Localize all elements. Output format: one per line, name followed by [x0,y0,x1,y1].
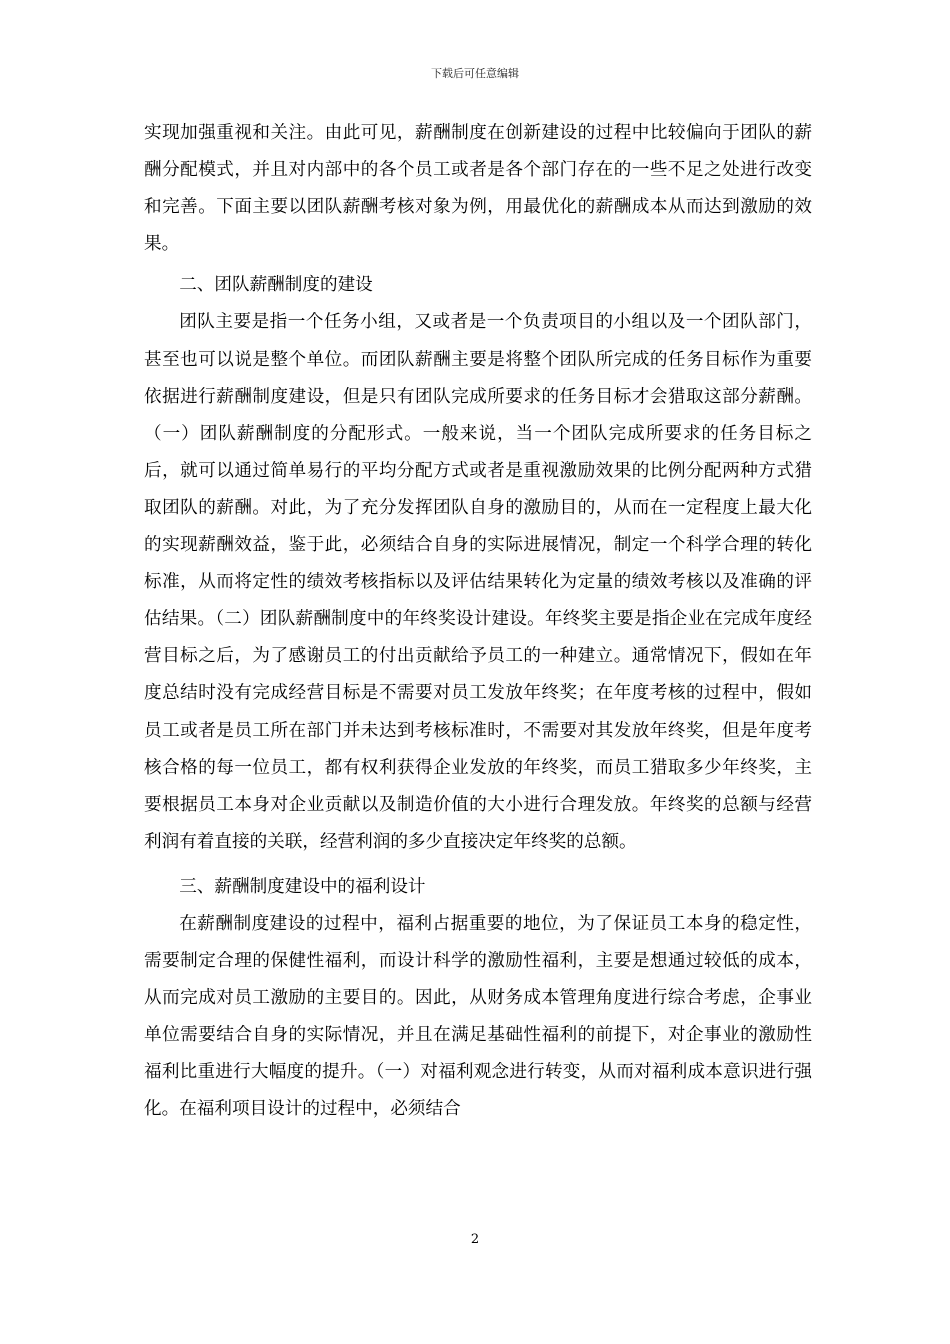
section-heading-2: 二、团队薪酬制度的建设 [179,275,373,296]
section-heading-3: 三、薪酬制度建设中的福利设计 [179,876,426,897]
paragraph-welfare-design: 在薪酬制度建设的过程中，福利占据重要的地位，为了保证员工本身的稳定性，需要制定合理的保健性福利，而设计科学的激励性福利，主要是想通过较低的成本，从而完成对员工激励的主要目的。因此，从财务成本管理角度进行综合考虑，企事业单位需要结合自身的实际情况，并且在满足基础性福利的前提下，对企事业的激励性福利比重进行大幅度的提升。（一）对福利观念进行转变，从而对福利成本意识进行强化。在福利项目设计的过程中，必须结合 [144,913,812,1120]
document-body [144,115,812,1129]
paragraph-team-salary: 团队主要是指一个任务小组，又或者是一个负责项目的小组以及一个团队部门，甚至也可以说是整个单位。而团队薪酬主要是将整个团队所完成的任务目标作为重要依据进行薪酬制度建设，但是只有团队完成所要求的任务目标才会猎取这部分薪酬。（一）团队薪酬制度的分配形式。一般来说，当一个团队完成所要求的任务目标之后，就可以通过简单易行的平均分配方式或者是重视激励效果的比例分配两种方式猎取团队的薪酬。对此，为了充分发挥团队自身的激励目的，从而在一定程度上最大化的实现薪酬效益，鉴于此，必须结合自身的实际进展情况，制定一个科学合理的转化标准，从而将定性的绩效考核指标以及评估结果转化为定量的绩效考核以及准确的评估结果。（二）团队薪酬制度中的年终奖设计建设。年终奖主要是指企业在完成年度经营目标之后，为了感谢员工的付出贡献给予员工的一种建立。通常情况下，假如在年度总结时没有完成经营目标是不需要对员工发放年终奖；在年度考核的过程中，假如员工或者是员工所在部门并未达到考核标准时，不需要对其发放年终奖，但是年度考核合格的每一位员工，都有权利获得企业发放的年终奖，而员工猎取多少年终奖，主要根据员工本身对企业贡献以及制造价值的大小进行合理发放。年终奖的总额与经营利润有着直接的关联，经营利润的多少直接决定年终奖的总额。 [144,312,812,852]
paragraph-intro: 实现加强重视和关注。由此可见，薪酬制度在创新建设的过程中比较偏向于团队的薪酬分配模式，并且对内部中的各个员工或者是各个部门存在的一些不足之处进行改变和完善。下面主要以团队薪酬考核对象为例，用最优化的薪酬成本从而达到激励的效果。 [144,123,812,255]
page-number: 2 [470,1232,480,1247]
page-header: 下载后可任意编辑 [431,67,519,80]
